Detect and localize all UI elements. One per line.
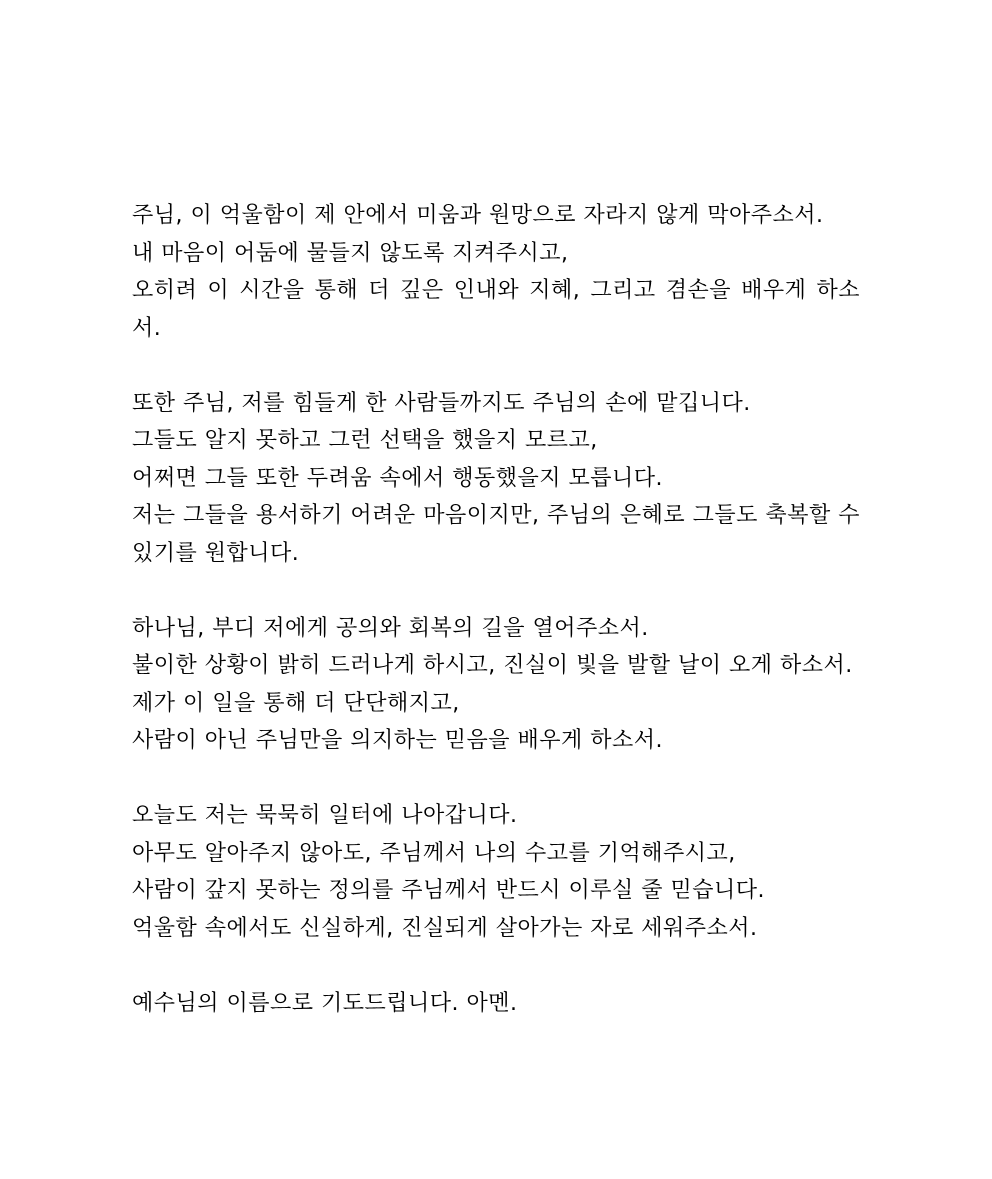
text-line: 내 마음이 어둠에 물들지 않도록 지켜주시고, xyxy=(132,240,569,266)
prayer-closing xyxy=(132,985,860,1023)
prayer-paragraph-1 xyxy=(132,197,860,347)
prayer-paragraph-4 xyxy=(132,797,860,947)
text-line: 사람이 아닌 주님만을 의지하는 믿음을 배우게 하소서. xyxy=(132,728,663,753)
text-line: 오늘도 저는 묵묵히 일터에 나아갑니다. xyxy=(132,803,518,828)
text-line: 사람이 갚지 못하는 정의를 주님께서 반드시 이루실 줄 믿습니다. xyxy=(132,878,765,903)
prayer-paragraph-3 xyxy=(132,610,860,760)
text-line: 오히려 이 시간을 통해 더 깊은 인내와 지혜, 그리고 겸손을 배우게 하소서. xyxy=(132,278,860,341)
text-line: 하나님, 부디 저에게 공의와 회복의 길을 열어주소서. xyxy=(132,615,649,641)
text-line: 아무도 알아주지 않아도, 주님께서 나의 수고를 기억해주시고, xyxy=(132,840,736,866)
text-line: 또한 주님, 저를 힘들게 한 사람들까지도 주님의 손에 맡깁니다. xyxy=(132,390,751,416)
text-line: 예수님의 이름으로 기도드립니다. 아멘. xyxy=(132,990,518,1016)
text-line: 주님, 이 억울함이 제 안에서 미움과 원망으로 자라지 않게 막아주소서. xyxy=(132,203,824,228)
document-page xyxy=(132,197,860,1022)
text-line: 어쩌면 그들 또한 두려움 속에서 행동했을지 모릅니다. xyxy=(132,465,663,491)
text-line: 불이한 상황이 밝히 드러나게 하시고, 진실이 빛을 발할 날이 오게 하소서. xyxy=(132,653,853,678)
text-line: 제가 이 일을 통해 더 단단해지고, xyxy=(132,690,460,716)
prayer-paragraph-2 xyxy=(132,385,860,573)
text-line: 저는 그들을 용서하기 어려운 마음이지만, 주님의 은혜로 그들도 축복할 수 있기를 원합니다. xyxy=(132,503,860,566)
text-line: 그들도 알지 못하고 그런 선택을 했을지 모르고, xyxy=(132,428,598,453)
text-line: 억울함 속에서도 신실하게, 진실되게 살아가는 자로 세워주소서. xyxy=(132,915,758,941)
